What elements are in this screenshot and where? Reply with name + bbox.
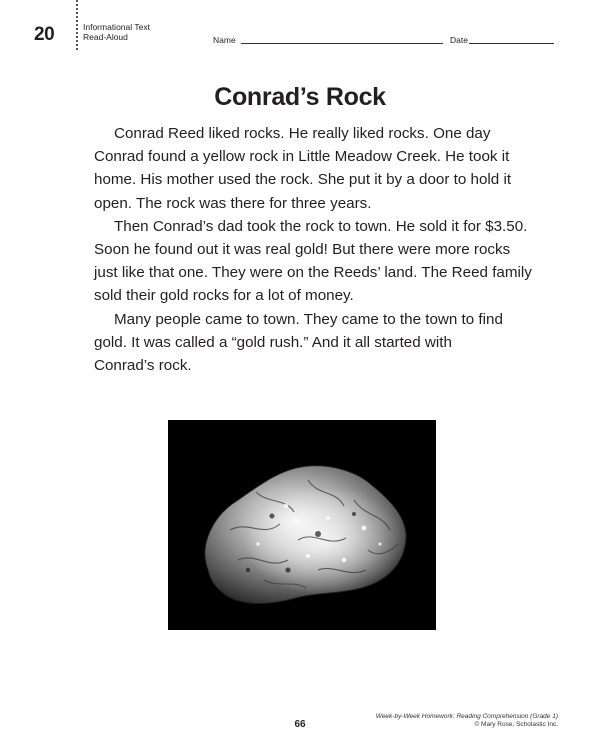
date-field-line[interactable]: [469, 43, 554, 44]
story-line: home. His mother used the rock. She put it by a door to hold it: [94, 171, 512, 189]
story-paragraph-3: [94, 308, 534, 378]
category-line-2: Read-Aloud: [83, 32, 128, 42]
story-line: just like that one. They were on the Reeds’ land. The Reed family: [94, 264, 532, 282]
dotted-divider: [76, 0, 80, 50]
story-line: open. The rock was there for three years.: [94, 194, 372, 212]
gold-nugget-photo: [168, 420, 436, 630]
story-line: Conrad’s rock.: [94, 357, 192, 375]
footer-page-number: 66: [294, 719, 306, 730]
story-line: Soon he found out it was real gold! But there were more rocks: [94, 241, 511, 259]
category-line-1: Informational Text: [83, 22, 150, 32]
book-title: Week-by-Week Homework: Reading Comprehension (Grade 1): [375, 713, 558, 720]
story-line: Then Conrad’s dad took the rock to town. He sold it for $3.50.: [114, 217, 528, 235]
story-line: sold their gold rocks for a lot of money.: [94, 287, 354, 305]
category-label: [83, 22, 150, 42]
story-paragraph-1: [94, 122, 534, 215]
story-title: Conrad’s Rock: [214, 83, 386, 111]
date-label: Date: [450, 35, 468, 45]
name-label: Name: [213, 35, 236, 45]
worksheet-header: [0, 0, 600, 60]
story-line: gold. It was called a “gold rush.” And it all started with: [94, 333, 452, 351]
worksheet-number: 20: [34, 24, 55, 45]
story-paragraph-2: [94, 215, 534, 308]
story-line: Conrad Reed liked rocks. He really liked rocks. One day: [114, 125, 491, 142]
copyright: © Mary Rose, Scholastic Inc.: [474, 721, 558, 728]
gold-nugget-icon: [168, 420, 436, 630]
story-body: [94, 122, 534, 377]
name-field-line[interactable]: [241, 43, 443, 44]
story-line: Many people came to town. They came to the town to find: [114, 310, 503, 328]
story-line: Conrad found a yellow rock in Little Meadow Creek. He took it: [94, 148, 510, 166]
